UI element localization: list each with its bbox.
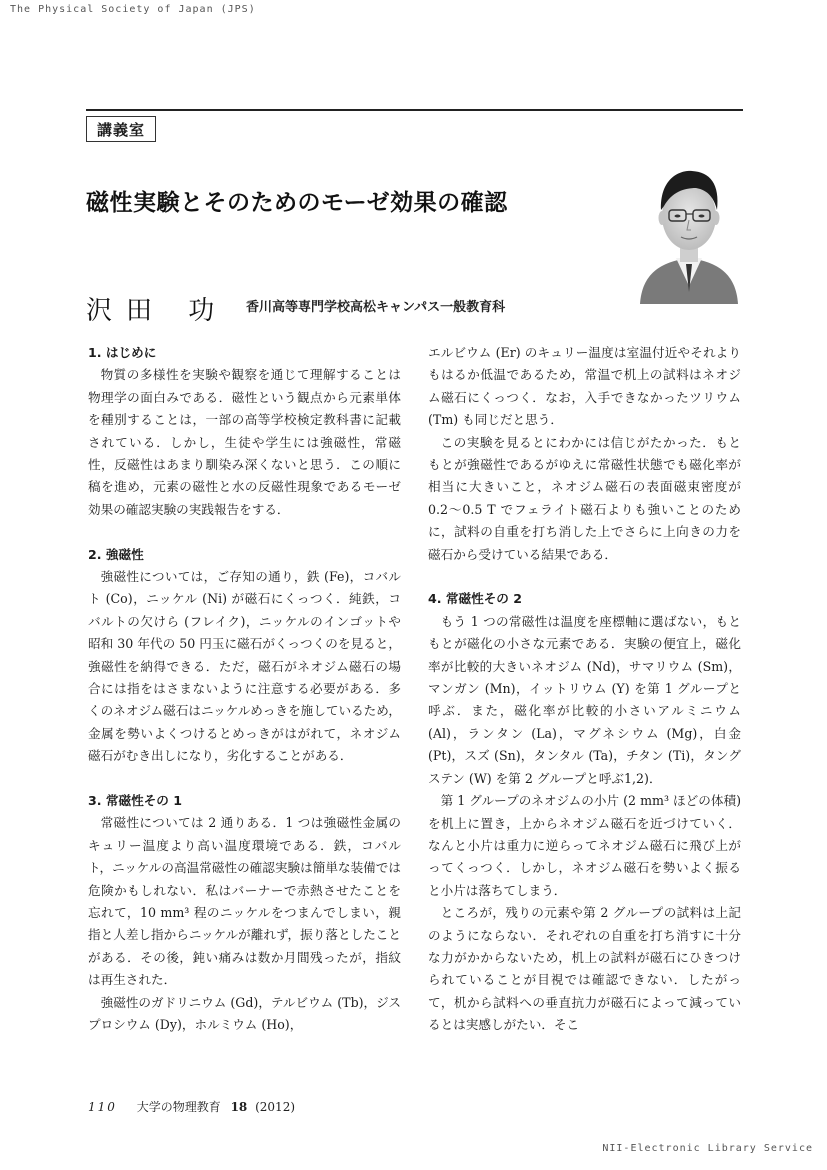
body-left-column <box>88 342 401 1037</box>
library-service-footer: NII-Electronic Library Service <box>602 1143 813 1154</box>
article-title: 磁性実験とそのためのモーゼ効果の確認 <box>86 190 508 216</box>
journal-name: 大学の物理教育 <box>136 1100 221 1114</box>
section-label: 講義室 <box>86 116 156 142</box>
top-rule <box>86 109 743 111</box>
page-footer <box>88 1098 295 1115</box>
paragraph: この実験を見るとにわかには信じがたかった．もともとが強磁性であるがゆえに常磁性状態でも磁化率が相当に大きいこと，ネオジム磁石の表面磁束密度が 0.2～0.5 T でフェライト磁石よりも強いことのために，試料の自重を打ち消した上でさらに上向きの力を磁石から受けている結果である． <box>428 434 741 562</box>
paragraph: 強磁性のガドリニウム (Gd)，テルビウム (Tb)，ジスプロシウム (Dy)，ホルミウム (Ho)， <box>88 994 401 1033</box>
section-heading: 2. 強磁性 <box>88 546 144 562</box>
page-number: 110 <box>88 1100 117 1114</box>
paragraph: 強磁性については，ご存知の通り，鉄 (Fe)，コバルト (Co)，ニッケル (Ni) が磁石にくっつく．純鉄，コバルトの欠けら (フレイク)，ニッケルのインゴットや昭和 30 年代の 50 円玉に磁石がくっつくのを見ると，強磁性を納得できる．ただ，磁石がネオジム磁石の場合には指をはさまないように注意する必要がある．多くのネオジム磁石はニッケルめっきを施しているため，金属を勢いよくつけるとめっきがはがれて，ネオジム磁石がむき出しになり，劣化することがある． <box>88 569 401 764</box>
author-portrait-image <box>636 158 742 304</box>
journal-year: (2012) <box>255 1100 296 1114</box>
paragraph: 物質の多様性を実験や観察を通じて理解することは物理学の面白みである．磁性という観点から元素単体を種別することは，一部の高等学校検定教科書に記載されている．しかし，生徒や学生には強磁性，常磁性，反磁性はあまり馴染み深くないと思う．この順に稿を進め，元素の磁性と水の反磁性現象であるモーゼ効果の確認実験の実践報告をする． <box>88 367 401 517</box>
author-affiliation: 香川高等専門学校高松キャンパス一般教育科 <box>246 300 506 315</box>
body-right-column <box>428 342 741 1037</box>
paragraph: 第 1 グループのネオジムの小片 (2 mm³ ほどの体積) を机上に置き，上からネオジム磁石を近づけていく．なんと小片は重力に逆らってネオジム磁石に飛び上がってくっつく．しかし，ネオジム磁石を勢いよく振ると小片は落ちてしまう． <box>428 793 741 898</box>
section-heading: 3. 常磁性その 1 <box>88 793 183 809</box>
paragraph-continuation: エルビウム (Er) のキュリー温度は室温付近やそれよりもはるか低温であるため，常温で机上の試料はネオジム磁石にくっつく．なお，入手できなかったツリウム (Tm) も同じだと思う． <box>428 345 741 428</box>
section-heading: 4. 常磁性その 2 <box>428 591 523 607</box>
paragraph: 常磁性については 2 通りある．1 つは強磁性金属のキュリー温度より高い温度環境である．鉄，コバルト，ニッケルの高温常磁性の確認実験は簡単な装備では危険かもしれない．私はバーナーで赤熱させたことを忘れて，10 mm³ 程のニッケルをつまんでしまい，親指と人差し指からニッケルが離れず，振り落としたことがある．その後，鈍い痛みは数か月間残ったが，指紋は再生された． <box>88 815 401 988</box>
paragraph: ところが，残りの元素や第 2 グループの試料は上記のようにならない．それぞれの自重を打ち消すに十分な力がかからないため，机上の試料が磁石にひきつけられていることが目視では確認できない．したがって，机から試料への垂直抗力が磁石によって減っているとは実感しがたい．そこ <box>428 905 741 1033</box>
journal-volume: 18 <box>230 1100 248 1114</box>
author-name: 沢田 功 <box>86 296 229 326</box>
paragraph: もう 1 つの常磁性は温度を座標軸に選ばない，もともとが磁化の小さな元素である．実験の便宜上，磁化率が比較的大きいネオジム (Nd)，サマリウム (Sm)，マンガン (Mn)，イットリウム (Y) を第 1 グループと呼ぶ．また，磁化率が比較的小さいアルミニウム (Al)，ランタン (La)，マグネシウム (Mg)，白金 (Pt)，スズ (Sn)，タンタル (Ta)，チタン (Ti)，タングステン (W) を第 2 グループと呼ぶ1,2)． <box>428 613 741 786</box>
section-heading: 1. はじめに <box>88 345 157 360</box>
source-header: The Physical Society of Japan (JPS) <box>10 4 256 15</box>
author-photo <box>636 158 742 304</box>
